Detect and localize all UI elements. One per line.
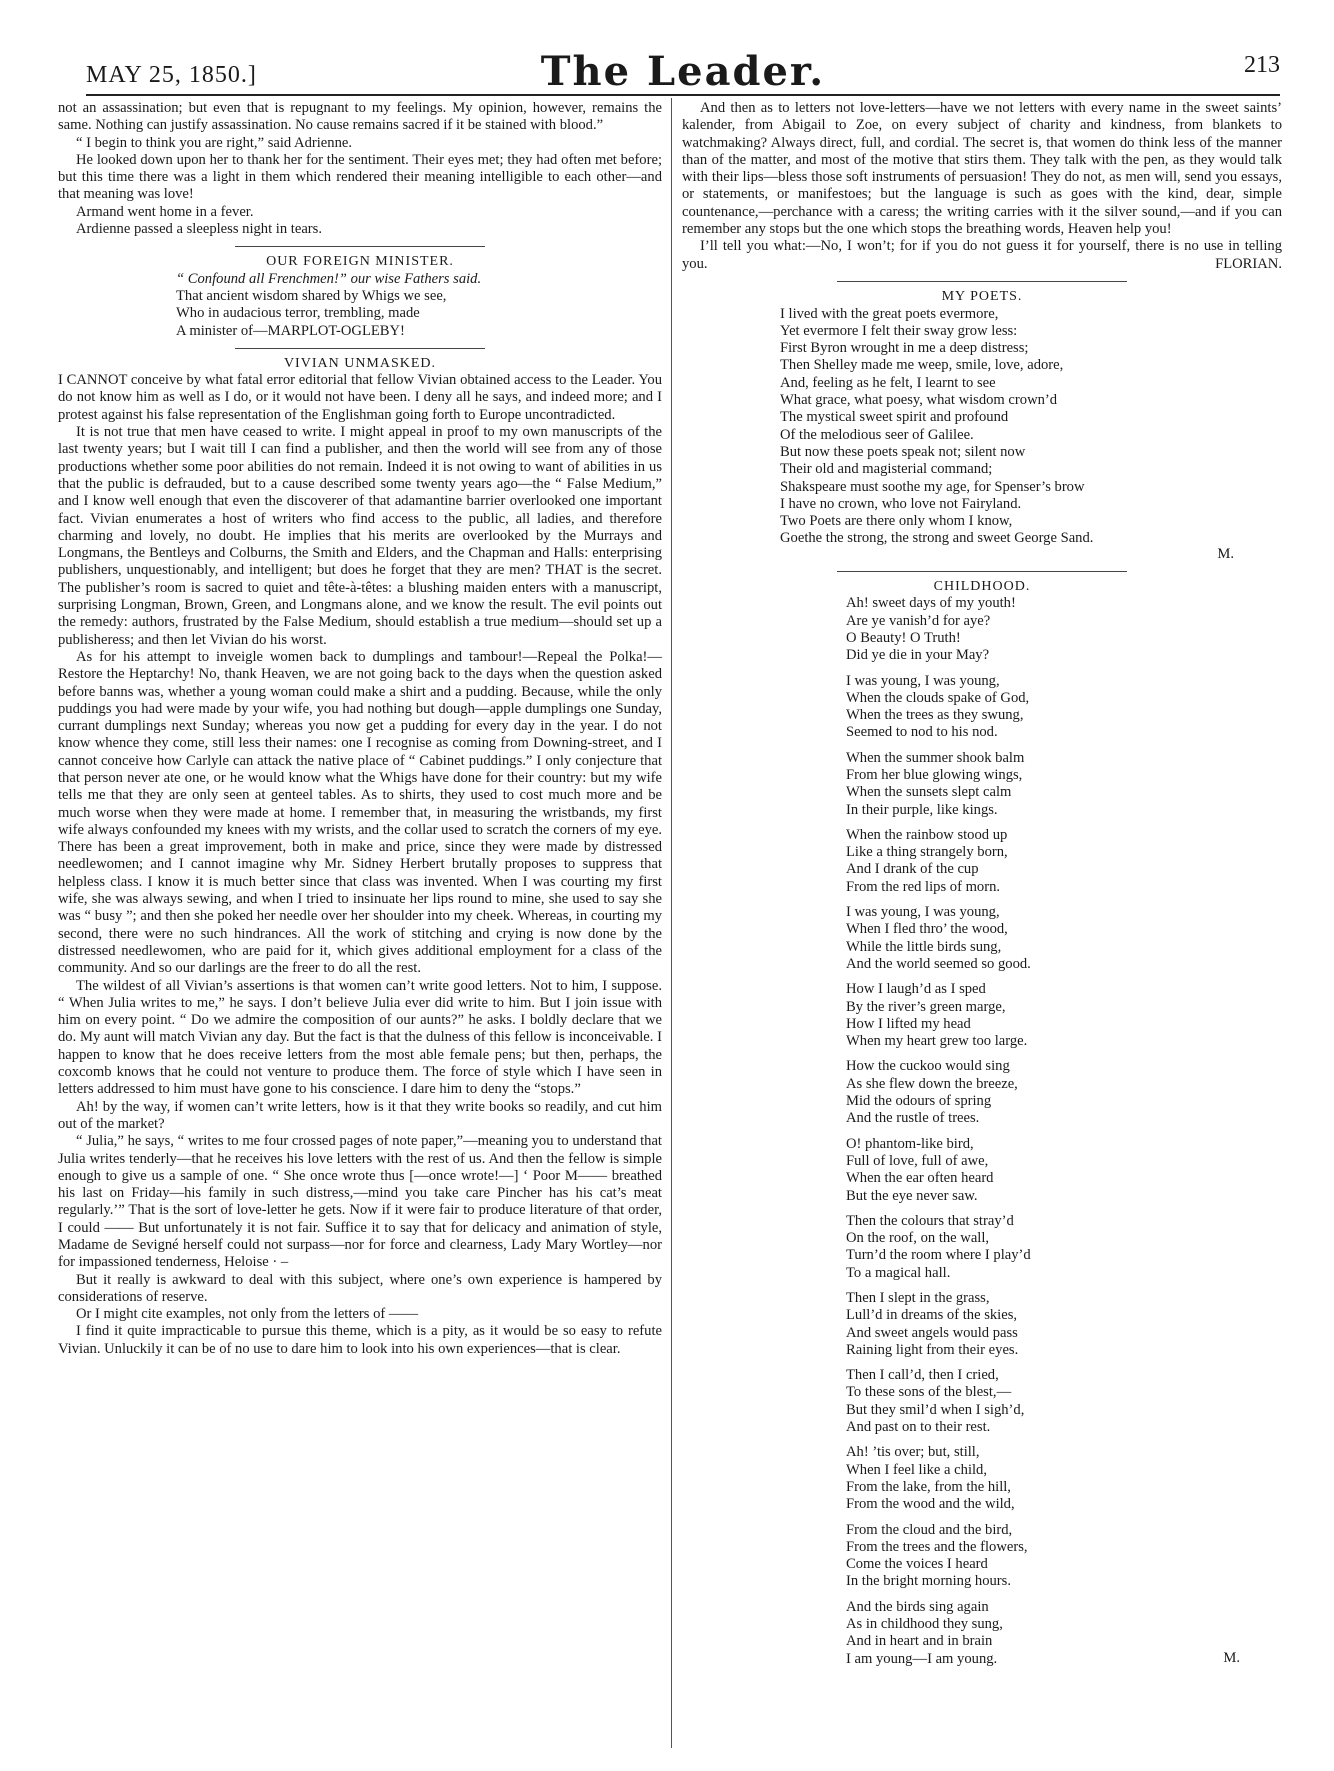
poem-line: When my heart grew too large. — [846, 1033, 1028, 1050]
poem-line: While the little birds sung, — [846, 938, 1002, 955]
poem-line: When I fled thro’ the wood, — [846, 921, 1008, 938]
section-rule — [837, 571, 1127, 572]
poem-line: When the trees as they swung, — [846, 707, 1024, 724]
poem-line: O Beauty! O Truth! — [846, 629, 961, 646]
masthead-rule — [86, 94, 1280, 96]
poem-line: By the river’s green marge, — [846, 998, 1006, 1015]
poem-line: I was young, I was young, — [846, 672, 1000, 689]
article-paragraph: But it really is awkward to deal with this subject, where one’s own experience is hampered by considerations of reserve. — [58, 1271, 662, 1305]
poem-line: Yet evermore I felt their sway grow less: — [780, 322, 1018, 339]
article-paragraph: I find it quite impracticable to pursue this theme, which is a pity, as it would be so easy to refute Vivian. Unluckily it can be of no use to dare him to look into his own experiences—that is clear. — [58, 1323, 662, 1357]
article-paragraph: Or I might cite examples, not only from the letters of —— — [76, 1306, 419, 1323]
poem-line: Lull’d in dreams of the skies, — [846, 1307, 1018, 1324]
section-rule — [235, 246, 485, 247]
poem-stanza — [846, 1444, 1282, 1513]
story-paragraph: not an assassination; but even that is repugnant to my feelings. My opinion, however, remains the same. Nothing can justify assassination. No cause remains sacred if it be stained with blood.” — [58, 100, 662, 134]
verse-line: A minister of—MARPLOT-OGLEBY! — [176, 322, 405, 339]
article-paragraph: It is not true that men have ceased to write. I might appeal in proof to my own manuscripts of the last twenty years; but I wait till I can find a publisher, and then the world will see from any of those productions whether some poor abilities do not remain. Indeed it is not owing to want of abilities in us that the public is defrauded, but to a cause described some twenty years ago—the “ False Medium,” and I know well enough that even the discoverer of that adamantine barrier overlooked one important fact. Vivian enumerates a host of writers who find access to the public, all ladies, and therefore charming and lovely, no doubt. He implies that his merits are overlooked by the Murrays and Longmans, the Bentleys and Colburns, the Smith and Elders, and the Chapman and Halls: enterprising publishers, unquestionably, and intelligent; but does he forget that they are men? THAT is the secret. The publisher’s room is sacred to quiet and tête-à-têtes: a blushing maiden enters with a manuscript, surprising Longman, Brown, Green, and Longmans alone, and we know the result. The evil points out the remedy: authors, frustrated by the False Medium, should establish a true medium—should set up a publisheress; and then let Vivian do his worst. — [58, 424, 662, 648]
poem-line: Two Poets are there only whom I know, — [780, 513, 1013, 530]
newspaper-title: The Leader. — [540, 48, 826, 95]
poem-line: In the bright morning hours. — [846, 1573, 1011, 1590]
poem-line: And the rustle of trees. — [846, 1110, 980, 1127]
verse-line: Who in audacious terror, trembling, made — [176, 305, 420, 322]
poem-line: I was young, I was young, — [846, 904, 1000, 921]
poem-line: I am young—I am young. — [846, 1650, 998, 1667]
article-paragraph: As for his attempt to inveigle women back to dumplings and tambour!—Repeal the Polka!—Restore the Heptarchy! No, thank Heaven, we are not going back to the days when the question asked before banns was, whether a young woman could make a shirt and a pudding. Because, while the only puddings you had were made by your wife, you had nothing but dough—apple dumplings one Sunday, currant dumplings next Sunday; whereas you now get a pudding for every day in the year. I do not know whence they come, still less their names: one I recognise as coming from Downing-street, and I cannot conceive how Carlyle can attack the native place of “ Cabinet puddings.” I only conjecture that that person never ate one, or he would know what the Whigs have done for their country: but my wife tells me that they are only seen at genteel tables. As to shirts, they used to cost much more and be much worse when they were made at home. I remember that, in measuring the wristbands, my first wife always confounded my knees with my wrists, and the collar used to scratch the corners of my eye. There has been a great improvement, both in make and price, since they were made by distressed needlewomen; and I cannot imagine why Mr. Sidney Herbert brutally proposes to suppress that helpless class. I know it is much better since that class was invented. When I was courting my first wife, she was always sewing, and when I tried to insinuate her lips round to mine, she used to say she was “ busy ”; and then she poked her needle over her shoulder into my cheek. Whereas, in courting my second, there were no such hindrances. All the work of stitching and crying is now done by the distressed needlewomen, who are paid for it, which gives additional employment for a class of the community. And so our darlings are the freer to do all the rest. — [58, 648, 662, 977]
story-paragraph: Armand went home in a fever. — [76, 203, 254, 220]
verse-line: That ancient wisdom shared by Whigs we see, — [176, 287, 447, 304]
poem-line: How the cuckoo would sing — [846, 1058, 1010, 1075]
poem-stanza — [846, 1136, 1282, 1205]
poem-line: I lived with the great poets evermore, — [780, 305, 999, 322]
poem-stanza — [846, 904, 1282, 973]
poem-line: Shakspeare must soothe my age, for Spenser’s brow — [780, 478, 1085, 495]
article-paragraph: I CANNOT conceive by what fatal error editorial that fellow Vivian obtained access to the Leader. You do not know him as well as I do, or it would not have been. I deny all he says, and indeed more; and I protest against his false representation of the Englishman going forth to Europe uncontradicted. — [58, 372, 662, 423]
poem-line: As she flew down the breeze, — [846, 1075, 1018, 1092]
poem-line: And the world seemed so good. — [846, 955, 1031, 972]
article-paragraph: I’ll tell you what:—No, I won’t; for if you do not guess it for yourself, there is no use in telling you. — [682, 238, 1282, 272]
signature-m: M. — [1223, 1649, 1240, 1666]
poem-line: But they smil’d when I sigh’d, — [846, 1401, 1025, 1418]
poem-line: As in childhood they sung, — [846, 1616, 1003, 1633]
section-heading-foreign-minister: OUR FOREIGN MINISTER. — [266, 254, 454, 270]
issue-date: MAY 25, 1850.] — [86, 62, 257, 88]
story-paragraph: Ardienne passed a sleepless night in tears. — [76, 221, 322, 238]
poem-line: Did ye die in your May? — [846, 647, 990, 664]
poem-line: Come the voices I heard — [846, 1556, 988, 1573]
verse-line: “ Confound all Frenchmen!” our wise Fathers said. — [176, 270, 482, 287]
poem-line: And past on to their rest. — [846, 1419, 991, 1436]
section-rule — [235, 348, 485, 349]
column-divider — [671, 98, 672, 1748]
poem-line: Ah! ’tis over; but, still, — [846, 1444, 980, 1461]
signature-florian: FLORIAN. — [1215, 255, 1282, 272]
poem-line: O! phantom-like bird, — [846, 1135, 974, 1152]
poem-line: In their purple, like kings. — [846, 801, 998, 818]
signature-m: M. — [1217, 545, 1234, 562]
foreign-minister-verse — [176, 271, 662, 340]
poem-stanza — [846, 827, 1282, 896]
poem-stanza — [846, 595, 1282, 664]
poem-line: From the red lips of morn. — [846, 878, 1001, 895]
poem-stanza — [846, 750, 1282, 819]
poem-line: When the summer shook balm — [846, 749, 1025, 766]
poem-stanza — [846, 1213, 1282, 1282]
section-heading-vivian-unmasked: VIVIAN UNMASKED. — [283, 355, 437, 371]
poem-line: And in heart and in brain — [846, 1633, 993, 1650]
article-paragraph: And then as to letters not love-letters—have we not letters with every name in the sweet saints’ kalender, from Abigail to Zoe, on every subject of charity and kindness, from blankets to watchmaking? Always direct, full, and cordial. The secret is, that women do think less of the manner than of the matter, and most of the motive that stirs them. They talk with the pen, as they would talk with their lips—bless those soft instruments of persuasion! They do not, as men will, send you essays, or statements, or manifestoes; but the language is such as goes with the kind, dear, simple countenance,—perchance with a caress; the writing carries with it the silver sound,—and if you can remember any stops but the one which stops the breathing words, Heaven help you! — [682, 100, 1282, 238]
poem-line: Then I slept in the grass, — [846, 1290, 990, 1306]
poem-line: And, feeling as he felt, I learnt to see — [780, 374, 996, 391]
poem-line: When I feel like a child, — [846, 1461, 988, 1478]
poem-line: When the sunsets slept calm — [846, 784, 1012, 801]
page-number: 213 — [1244, 52, 1280, 78]
article-paragraph: “ Julia,” he says, “ writes to me four crossed pages of note paper,”—meaning you to understand that Julia writes tenderly—that he receives his love letters with the rest of us. And then the fellow is simple enough to give us a sample of one. “ She once wrote thus [—once wrote!—] ‘ Poor M—— breathed his last on Friday—his family in such distress,—mind you take care Pincher has his cat’s meat regularly.’” That is the sort of love-letter he gets. Now if it were fair to produce literature of that order, I could —— But unfortunately it is not fair. Suffice it to say that for delicacy and animation of style, Madame de Sevigné herself could not surpass—nor for force and clearness, Lady Mary Wortley—nor for impassioned tenderness, Heloise · – — [58, 1133, 662, 1271]
poem-line: Are ye vanish’d for aye? — [846, 612, 991, 629]
poem-stanza — [846, 1522, 1282, 1591]
poem-line: Then I call’d, then I cried, — [846, 1367, 999, 1384]
poem-line: Mid the odours of spring — [846, 1093, 992, 1110]
poem-line: What grace, what poesy, what wisdom crown’d — [780, 392, 1058, 409]
poem-line: And sweet angels would pass — [846, 1324, 1018, 1341]
masthead — [86, 40, 1280, 96]
poem-line: From the lake, from the hill, — [846, 1478, 1011, 1495]
poem-line: From her blue glowing wings, — [846, 766, 1023, 783]
poem-line: Ah! sweet days of my youth! — [846, 595, 1016, 612]
poem-line: And I drank of the cup — [846, 861, 979, 878]
section-rule — [837, 281, 1127, 282]
poem-line: From the trees and the flowers, — [846, 1538, 1028, 1555]
poem-stanza — [846, 673, 1282, 742]
poem-line: Like a thing strangely born, — [846, 844, 1008, 861]
poem-line: From the wood and the wild, — [846, 1496, 1015, 1513]
story-paragraph: “ I begin to think you are right,” said Adrienne. — [76, 134, 352, 151]
poem-line: Full of love, full of awe, — [846, 1152, 989, 1169]
poem-line: To these sons of the blest,— — [846, 1384, 1012, 1401]
right-column — [682, 100, 1282, 1667]
poem-line: Raining light from their eyes. — [846, 1341, 1019, 1358]
poem-stanza — [846, 1367, 1282, 1436]
poem-stanza — [846, 981, 1282, 1050]
poem-line: Then Shelley made me weep, smile, love, adore, — [780, 357, 1064, 374]
poem-line: Seemed to nod to his nod. — [846, 724, 998, 741]
section-heading-childhood: CHILDHOOD. — [933, 579, 1031, 595]
childhood-poem — [846, 595, 1282, 1668]
poem-line: Turn’d the room where I play’d — [846, 1247, 1031, 1264]
poem-line: But now these poets speak not; silent now — [780, 443, 1026, 460]
poem-line: To a magical hall. — [846, 1264, 951, 1281]
poem-line: First Byron wrought in me a deep distress; — [780, 340, 1029, 357]
poem-line: But the eye never saw. — [846, 1187, 978, 1204]
poem-line: On the roof, on the wall, — [846, 1230, 990, 1247]
poem-line: Then the colours that stray’d — [846, 1212, 1014, 1229]
poem-line: Goethe the strong, the strong and sweet George Sand. — [780, 530, 1094, 547]
poem-line: How I lifted my head — [846, 1015, 971, 1032]
poem-stanza — [846, 1058, 1282, 1127]
poem-line: Of the melodious seer of Galilee. — [780, 426, 974, 443]
poem-line: When the ear often heard — [846, 1170, 994, 1187]
poem-line: Their old and magisterial command; — [780, 461, 993, 478]
story-paragraph: He looked down upon her to thank her for the sentiment. Their eyes met; they had often met before; but this time there was a light in them which rendered their meaning intelligible to each other—and that meaning was love! — [58, 151, 662, 203]
poem-line: The mystical sweet spirit and profound — [780, 409, 1009, 426]
poem-stanza — [846, 1290, 1282, 1359]
poem-line: From the cloud and the bird, — [846, 1521, 1013, 1538]
left-column — [58, 100, 662, 1358]
article-paragraph: The wildest of all Vivian’s assertions is that women can’t write good letters. Not to him, I suppose. “ When Julia writes to me,” he says. I don’t believe Julia ever did write to him. But I join issue with him on every point. “ Do we admire the composition of our aunts?” he asks. I boldly declare that we do. My aunt will match Vivian any day. But the fact is that the dulness of this fellow is inconceivable. I happen to know that he does receive letters from the most able female pens; but then, perhaps, the coxcomb knows that he could not venture to produce them. The force of style which I have seen in letters addressed to him must have gone to his conscience. I dare him to deny the “stops.” — [58, 977, 662, 1098]
poem-line: When the rainbow stood up — [846, 826, 1008, 843]
section-heading-my-poets: MY POETS. — [941, 289, 1023, 305]
poem-line: When the clouds spake of God, — [846, 689, 1030, 706]
poem-line: And the birds sing again — [846, 1598, 989, 1615]
poem-line: I have no crown, who love not Fairyland. — [780, 495, 1022, 512]
article-paragraph: Ah! by the way, if women can’t write letters, how is it that they write books so readily, and cut him out of the market? — [58, 1098, 662, 1132]
my-poets-poem — [780, 306, 1282, 548]
poem-line: How I laugh’d as I sped — [846, 981, 986, 998]
